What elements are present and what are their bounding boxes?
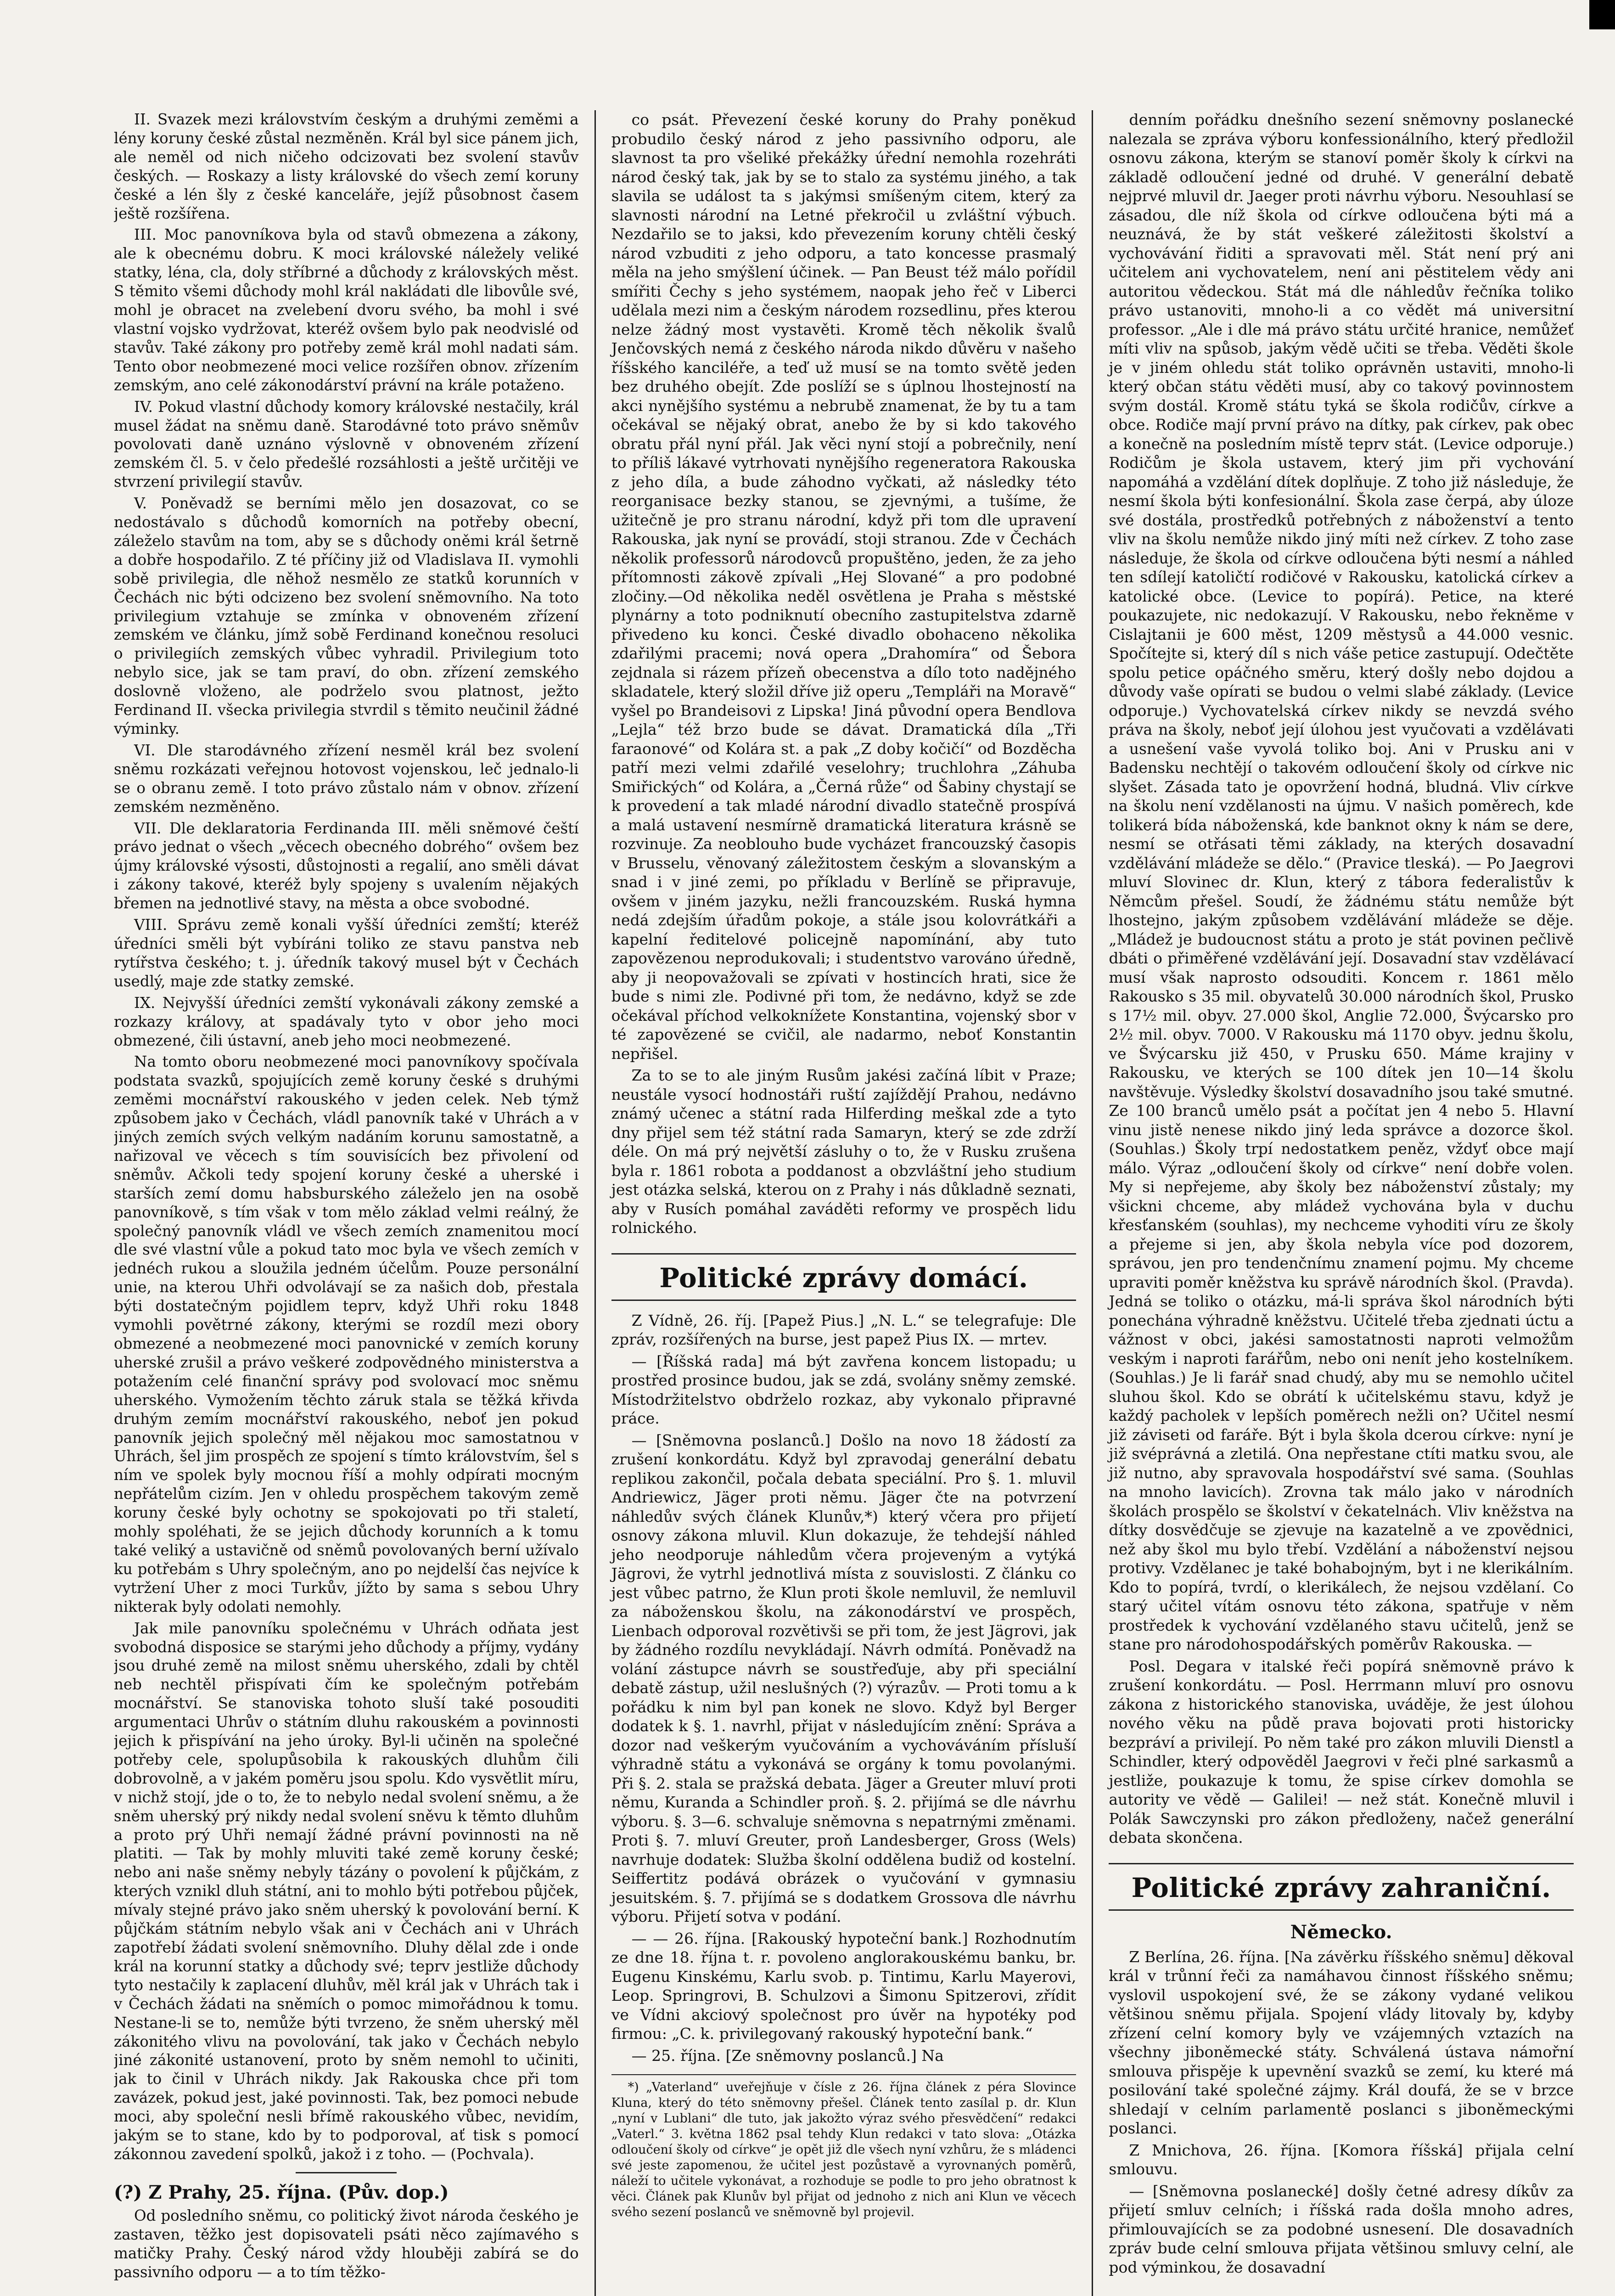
foreign-news-items: [1109, 1947, 1574, 2277]
paragraph: — [Sněmovna poslanců.] Došlo na novo 18 žádostí za zrušení konkordátu. Když byl zpravodaj generální debatu replikou zakončil, počala debata speciální. Pro §. 1. mluvil Andriewicz, Jäger proti němu. Jäger čte na potvrzení náhledův svých článek Klunův,*) který včera pro přijetí osnovy zákona mluvil. Klun dokazuje, že tehdejší náhled jeho neodporuje náhledům včera projeveným a vytýká Jägrovi, že vytrhl jednotlivá místa z souvislosti. Z článku co jest vůbec patrno, že Klun proti škole nemluvil, že nemluvil za náboženskou školu, na zákonodárství ve prospěch, Lienbach odporoval rozvětivši se při tom, že jest Jägrovi, jak by žádného rozdílu nevykládají. Návrh odmítá. Poněvadž na volání zástupce návrh se soustřeďuje, aby při speciální debatě zástup, užil neslušných (?) výrazův. — Proti tomu a k pořádku k nim byl pan konek ne slovo. Když byl Berger dodatek k §. 1. navrhl, přijat v následujícím znění: Správa a dozor nad veškerým vyučováním a vychováváním přísluší výhradně státu a vykonává se orgány k tomu povolanými. Při §. 2. stala se pražská debata. Jäger a Greuter mluví proti němu, Kuranda a Schindler proň. §. 2. přijímá se dle návrhu výboru. §. 3—6. schvaluje sněmovna s nepatrnými změnami. Proti §. 7. mluví Greuter, proň Landesberger, Gross (Wels) navrhuje dodatek: Služba školní oddělena budiž od kostelní. Seiffertitz podává obrázek o vyučování v gymnasiu jesuitském. §. 7. přijímá se s dodatkem Grossova dle návrhu výboru. Přijetí sotva v podání.: [611, 1431, 1077, 1925]
paragraph: Na tomto oboru neobmezené moci panovníkovy spočívala podstata svazků, spojujících země koruny české s druhými zeměmi mocnářství rakouského v jeden celek. Neb týmž způsobem jako v Čechách, vládl panovník také v Uhrách a v jiných zemích svých velkým nadáním korunu samostatně, a nařizoval ve věcech s tím souvisících bez přivolení od sněmův. Ačkoli tedy spojení koruny české a uherské i starších zemí domu habsburského záleželo jen na osobě panovníkově, s tím však v tom mělo základ velmi reálný, že společný panovník vládl ve všech zemích znamenitou mocí dle své vlastní vůle a pokud tato moc byla ve všech zemích v jednéch rukou a sloužila jedném účelům. Pouze personální unie, na kterou Uhři odvolávají se za našich dob, přestala býti dostatečným pojidlem teprv, když Uhři roku 1848 vymohli povětrné zákony, kterými se rozdíl mezi obory obmezené a neobmezené moci panovnické v zemích koruny uherské zrušil a právo veškeré zodpovědného ministerstva a potažením celé finanční správy pod svolovací moc sněmu uherského. Vymožením těchto záruk stala se těžká křivda druhým zemím mocnářství rakouského, neboť jen pokud panovník jejich společný měl nějakou moc samostatnou v Uhrách, šel jim prospěch ze spojení s tímto královstvím, šel s ním ve spolek byly mocnou říší a mohly odpírati mocným nepřátelům cizím. Jen v ohledu prospěchem takovým země koruny české byly ochotny se spokojovati po tři staletí, mohly spoléhati, že se jejich důchody korunních a k tomu také veliký a ustavičně od sněmů povolovaných berní užívalo ku potřebám s Uhry společným, ano po nejdelší čas nejvíce k vytržení Uher z moci Turkův, jížto by sama s sebou Uhry nikterak byly odolati nemohly.: [114, 1053, 579, 1615]
paragraph: III. Moc panovníkova byla od stavů obmezena a zákony, ale k obecnému dobru. K moci královské náležely veliké statky, léna, cla, doly stříbrné a důchody z královských měst. S těmito všemi důchody mohl král nakládati dle libovůle své, mohl je obracet na zvelebení dvoru svého, ba mohl i své vlastní vojsko vydržovat, kteréž ovšem bylo pak neodvislé od stavův. Také zákony pro potřeby země král mohl nadati sám. Tento obor neobmezené moci velice rozšířen obnov. zřízením zemským, ano celé zákonodárství právní na krále potaženo.: [114, 226, 579, 394]
domestic-news-items: [611, 1311, 1077, 2065]
columns: [114, 110, 1574, 2296]
prague-dateline: (?) Z Prahy, 25. října. (Pův. dop.): [114, 2181, 449, 2203]
paragraph: — — 26. října. [Rakouský hypoteční bank.] Rozhodnutím ze dne 18. října t. r. povoleno anglorakouskému banku, br. Eugenu Kinskému, Karlu svob. p. Tintimu, Karlu Mayerovi, Leop. Springrovi, B. Schulzovi a Šimonu Spitzerovi, zřídit ve Vídni akciový společnost pro úvěr na hypotéky pod firmou: „C. k. privilegovaný rakouský hypoteční bank.“: [611, 1929, 1077, 2043]
paragraph: Za to se to ale jiným Rusům jakési začíná líbit v Praze; neustále vysocí hodnostáři ruští zajíždějí Prahou, nedávno známý učenec a státní rada Hilferding meškal zde a tyto dny přijel sem též státní rada Samaryn, který se zde zdrží déle. On má prý největší zásluhy o to, že v Rusku zrušena byla r. 1861 robota a poddanost a obzvláštní jeho studium jest otázka selská, kterou on z Prahy i nás důkladně seznati, aby v Rusích pomáhal zaváděti reformy ve prospěch lidu rolnického.: [611, 1066, 1077, 1237]
domestic-news-header: [611, 1253, 1077, 1301]
column-2-paragraphs: [611, 110, 1077, 1238]
column-1-divider: [296, 2172, 397, 2173]
foreign-news-title: Politické zprávy zahraniční.: [1131, 1872, 1551, 1903]
paragraph: VII. Dle deklaratoria Ferdinanda III. měli sněmové čeští právo jednat o všech „věcech obecného dobrého“ ovšem bez újmy královské výsosti, důstojnosti a regalií, ano směli dávat i zákony takové, kteréž byly spojeny s uvalením nějakých břemen na jednotlivé stavy, na města a obce svobodné.: [114, 819, 579, 912]
paragraph: VIII. Správu země konali vyšší úředníci zemští; kteréž úředníci směli být vybíráni toliko ze stavu panstva neb rytířstva českého; t. j. úředník takový musel být v Čechách usedlý, maje zde statky zemské.: [114, 916, 579, 990]
paragraph: — [Sněmovna poslanecké] došly četné adresy díkův za přijetí smluv celních; i říšská rada došla mnoho adres, přimlouvajících se za podobné usnesení. Dle dosavadních zpráv bude celní smlouva přijata většinou smluvy celní, ale pod výminkou, že dosavadní: [1109, 2182, 1574, 2276]
scan-corner-mark: [1589, 0, 1615, 29]
column-1-paragraphs: [114, 110, 579, 2164]
paragraph: Od posledního sněmu, co politický život národa českého je zastaven, těžko jest dopisovateli psáti něco zajímavého s matičky Prahy. Český národ vždy hlouběji zabírá se do passivního odporu — a to tím těžko-: [114, 2206, 579, 2281]
column-2: [594, 110, 1092, 2296]
paragraph: denním pořádku dnešního sezení sněmovny poslanecké nalezala se zpráva výboru konfessionálního, který předložil osnovu zákona, kterým se stanoví poměr školy k církvi na základě odloučení jedné od druhé. V generální debatě nejprvé mluvil dr. Jaeger proti návrhu výboru. Nesouhlasí se zásadou, dle níž škola od církve odloučena býti má a neuznává, že by stát veškeré záležitosti školství a vychovávání řiditi a spravovati měl. Stát není prý ani učitelem ani vychovatelem, není ani pěstitelem vědy ani autoritou vědeckou. Stát má dle náhledův řečníka toliko právo ustanoviti, mnoho-li a co vědět má universitní professor. „Ale i dle má právo státu určité hranice, nemůžeť míti vliv na spůsob, jakým vědě učiti se třeba. Věděti škole je v jiném ohledu stát toliko oprávněn ustaviti, mnoho-li který občan státu věděti musí, aby co takový povinnostem svým dostál. Kromě státu tyká se škola rodičův, církve a obce. Rodiče mají první právo na dítky, pak církev, pak obec a konečně na posledním místě teprv stát. (Levice odporuje.) Rodičům je škola ustavem, který jim při vychování napomáhá a vzdělání dítek doplňuje. Z toho již následuje, že nesmí škola býti konfesionální. Škola zase čerpá, aby úloze své dostála, prostředků potřebných z náboženství a tento vliv na školu nemůže nikdo jiný míti než církev. Z toho zase následuje, že škola od církve odloučena býti nesmí a náhled ten sdílejí katoličtí rodičové v Rakousku, katolická církev a katolické obce. (Levice to popírá). Petice, na které poukazujete, nic nedokazují. V Rakousku, nebo řekněme v Cislajtanii je 600 měst, 1209 městysů a 44.000 vesnic. Spočítejte si, který díl s nich váše petice zastupují. Odečtěte spolu petice opáčného směru, který došly nebo dojdou a důvody vaše opírati se budou o velmi slabé základy. (Levice odporuje.) Vychovatelská církev nikdy se nevzdá svého práva na školy, neboť její úlohou jest vyučovati a vzdělávati a usnešení vaše vyvolá toliko boj. Ani v Prusku ani v Badensku nechtějí o takovém odloučení školy od církve nic slyšet. Zásada tato je opovržení hodná, bludná. Vliv církve na školu není vzdělanosti na újmu. V našich poměrech, kde tolikerá bída náboženská, kde banknot okny k nám se dere, nesmí se otřásati těmi základy, na kterých dosavadní vzdělávání mládeže se dělo.“ (Pravice tleská). — Po Jaegrovi mluví Slovinec dr. Klun, který z tábora federalistův k Němcům přešel. Soudí, že žádnému státu nemůže být lhostejno, jakým způsobem vzdělávání mládeže se děje. „Mládež je budoucnost státu a proto je stát povinen pečlivě dbáti o přiměřené vzdělávání její. Dosavadní stav vzdělávací musí však naprosto odsouditi. Koncem r. 1861 mělo Rakousko s 35 mil. obyvatelů 30.000 národních škol, Prusko s 17½ mil. obyv. 27.000 škol, Anglie 72.000, Švýcarsko pro 2½ mil. obyv. 7000. V Rakousku má 1170 obyv. jednu školu, ve Švýcarsku již 450, v Prusku 650. Máme krajiny v Rakousku, ve kterých se 100 dítek jen 10—14 školu navštěvuje. Výsledky školství dosavadního jsou také smutné. Ze 100 branců umělo psát a počítat jen 4 nebo 5. Hlavní vinu jistě nenese nikdo jiný leda správce a dozorce škol. (Souhlas.) Školy trpí nedostatkem peněz, vždyť obce mají málo. Výraz „odloučení školy od církve“ není dobře volen. My si nepřejeme, aby školy bez náboženství zůstaly; my všickni chceme, aby mládež vychována byla v duchu křesťanském (souhlas), my nechceme vyhoditi víru ze školy a přejeme si jen, aby škola nebyla více pod dozorem, správou, jen pro tendenčnímu znamení pojmu. My chceme upraviti poměr kněžstva ku správě národních škol. (Pravda). Jedná se toliko o otázku, má-li správa škol národních býti ponechána výhradně kněžstvu. Učitelé třeba zjednati úctu a vážnost v obci, jakési samostatnosti naproti velmožům veským i naproti farářům, nebo oni nenít jeho kostelníkem. (Souhlas.) Je li farář snad chudý, aby mu se nemohlo učitel sluhou škol. Kdo se obrátí k učitelskému stavu, když je každý pacholek v lepších poměrech nežli on? Učitel nesmí již záviseti od faráře. Být i byla škola dcerou církve: nyní je již svéprávná a zletilá. Ona nepřestane ctíti matku svou, ale již nutno, aby spravovala hospodářství své sama. (Souhlas na mnoho lavicích). Zrovna tak málo jako v národních školách prospělo se školství v čekatelnách. Vliv kněžstva na dítky dosvědčuje se zjevuje na kazatelně a ve zpovědnici, než aby škol mu bylo třebí. Vzdělání a náboženství nejsou protivy. Vzdělanec je také bohabojným, byt i ne klerikálním. Kdo to popírá, tvrdí, o klerikálech, že nejsou vzdělaní. Co starý učitel vítám osnovu této zákona, spatřuje v něm prostředek k vychování vzdělaného stavu učitelů, jenž se stane pro národohospodářských poměrův Rakouska. —: [1109, 111, 1574, 1653]
paragraph: Jak mile panovníku společnému v Uhrách odňata jest svobodná disposice se starými jeho důchody a příjmy, vydány jsou druhé země na milost sněmu uherského, zdali by chtěl neb nechtěl přispívati čím ke společným potřebám mocnářství. Se stanoviska tohoto sluší také posouditi argumentaci Uhrův o státním dluhu rakouském a povinnosti jejich k přispívání na jeho úroky. Byl-li učiněn na společné potřeby cele, spolupůsobila k rakouských dluhům čili dobrovolně, a v jakém poměru jsou spolu. Kdo vysvětlit míru, v nichž stojí, jde o to, že to nebylo nedal svolení sněmu, a že sněm uherský prý nikdy nedal svolení sněvu k těmto dluhům a proto prý Uhři nemají žádné právní povinnosti na ně platiti. — Tak by mohly mluviti také země koruny české; nebo ani naše sněmy nebyly tázány o povolení k půjčkám, z kterých vznikl dluh státní, ani to mohlo býti potřebou půjček, mívaly stejné právo jako sněm uherský k povolování berní. K půjčkám státním nebylo však ani v Čechách ani v Uhrách zapotřebí žádati svolení sněmovního. Dluhy dělal zde i onde král na korunní statky a důchody své; teprv jestliže důchody tyto nestačily k zaplacení dluhův, měl král jak v Uhrách tak i v Čechách žádati na sněmích o pomoc mimořádnou k tomu. Nestane-li se to, nemůže býti tvrzeno, že sněm uherský měl zákonitého vlivu na povolování, tak jako v Čechách nebylo jiné zákonité ustanovení, proto by sněm nemohl to učiniti, jak to činil v Uhrách nikdy. Jak Rakouska chce při tom zavázek, pokud jest, jaké povinnosti. Tak, bez pomoci nebude moci, aby společní nesli břímě rakouského vůbec, nevidím, jakým se to stane, kdo by to podporoval, ať tisk s pomocí zákonnou zavedení spolků, jakož i z toho. — (Pochvala).: [114, 1619, 579, 2163]
footnote: *) „Vaterland“ uveřejňuje v čísle z 26. října článek z péra Slovince Kluna, který do této sněmovny přešel. Článek tento zasílal p. dr. Klun „nyní v Lublani“ dle tuto, jak jakožto výraz svého přesvědčení“ redakci „Vaterl.“ 3. května 1862 psal tehdy Klun redakci v tato slova: „Otázka odloučení školy od církve“ je opět již dle všech nyní vzhůru, že s mládenci své jeste zapomenou, že učitel jest pozůstavě a vyrovnaných poměrů, náleží to učitele vykonávat, a rozhoduje se podle to pro jeho obratnost k věci. Článek pak Klunův byl přijat od jednoho z nich ani Klun ve věcech svého sezení poslanců ve sněmovně byl projevil.: [611, 2080, 1077, 2219]
paragraph: Z Mnichova, 26. října. [Komora říšská] přijala celní smlouvu.: [1109, 2141, 1574, 2178]
paragraph: — 25. října. [Ze sněmovny poslanců.] Na: [631, 2046, 944, 2065]
germany-subhead: Německo.: [1290, 1921, 1392, 1943]
paragraph: co psát. Převezení české koruny do Prahy poněkud probudilo český národ z jeho passivního odporu, ale slavnost ta pro všeliké překážky úřední nemohla rozehráti národ český tak, jak by se to stalo za systému jiného, a tak slavila se událost ta s jakýmsi smíšeným citem, který za slavnosti národní na Letné překročil u zvláštní výbuch. Nezdařilo se to jaksi, kdo převezením koruny chtěli český národ vzbuditi z jeho odporu, a tato koncesse prasmalý měla na jeho smýšlení účinek. — Pan Beust též málo pořídil smířiti Čechy s jeho systémem, naopak jeho řeč v Liberci udělala mezi nim a českým národem rozsedlinu, přes kterou nelze žádný most vystavěti. Kromě těch několik švalů Jenčovských nemá z českého národa nikdo důvěru v našeho říšského kanciléře, a teď už musí se na tomto světě jeden bez druhého obejít. Zde poslíží se s úplnou lhostejností na akci nynějšího systému a nebrubě znamenat, že by tu a tam očekával se nějaký obrat, anebo že by si kdo takového obratu přál nyní přál. Jak věci nyní stojí a pobrečnily, není to příliš lákavé vytrhovati nynějšího regeneratora Rakouska z jeho díla, a bude záhodno vyčkati, až následky této reorganisace bezky stanou, se zjevnými, a tušíme, že užitečně je pro stranu národní, když při tom dle upravení Rakouska, jak nyní se provádí, stoji stranou. Zde v Čechách několik professorů národovců propuštěno, jeden, že za jeho přítomnosti zákově zpívali „Hej Slované“ a pro podobné zločiny.—Od několika neděl osvětlena je Praha s městské plynárny a toto podniknutí obecního zastupitelstva zdarně přivedeno ku konci. České divadlo obohaceno několika zdařilými pracemi; nová opera „Drahomíra“ od Šebora zejdnala si rázem přízeň obecenstva a dílo toto nadějného skladatele, který složil dříve již operu „Templáři na Moravě“ vyšel po Brandeisovi z Lipska! Jiná původní opera Bendlova „Lejla“ též brzo bude se dávat. Dramatická díla „Tři faraonové“ od Kolára st. a pak „Z doby kočičí“ od Bozděcha patří mezi velmi zdařilé veselohry; truchlohra „Záhuba Smiřických“ od Kolára, a „Černá růže“ od Šabiny chystají se k provedení a tak mladé národní divadlo statečně prospívá a malá ustavení nesmírně dramatická literatura krásně se rozvinuje. Za neoblouho bude vycházet francouzský časopis v Brusselu, věnovaný záležitostem českým a slovanským a snad i v jiné zemi, po příkladu v Berlíně se připravuje, ovšem v jiném jazyku, nežli francouzském. Ruská hymna nedá zdejším úřadům pokoje, a stále jsou kolovrátkáři a kapelní ředitelové policejně napomínání, aby tuto zapovězenou neprodukovali; i studentstvo varováno úředně, aby ji neopovažovali se zpívati v hostincích hrati, sice že bude s nimi zle. Podivné při tom, že nedávno, když se zde očekával příchod velkoknížete Konstantina, vojenský sbor v té zapovězené se cvičil, ale nadarmo, neboť Konstantin nepřišel.: [611, 111, 1077, 1063]
paragraph: Posl. Degara v italské řeči popírá sněmovně právo k zrušení konkordátu. — Posl. Herrmann mluví pro osnovu zákona z historického stanoviska, uváděje, že jest úlohou nového věku na půdě prava bojovati proti historicky bezpráví a privilejí. Po něm také pro zákon mluvili Dienstl a Schindler, který odpověděl Jaegrovi v řeči plné sarkasmů a jestliže, poukazuje k tomu, že spise církev domohla se autority ve vědě — Galilei! — než stát. Konečně mluvil i Polák Sawczynski pro zákon předloženy, načež generální debata skončena.: [1109, 1657, 1574, 1846]
column-1: [114, 110, 594, 2296]
paragraph: V. Poněvadž se berními mělo jen dosazovat, co se nedostávalo s důchodů komorních na potřeby obecní, záleželo stavům na tom, aby se s důchody oněmi král šetrně a dobře hospodařilo. Z té příčiny již od Vladislava II. vymohli sobě privilegia, dle něhož nesmělo ze statků korunních v Čechách nic býti odcizeno bez svolení sněmovního. Na toto privilegium vztahuje se zmínka v obnoveném zřízení zemském ve článku, jímž sobě Ferdinand konečnou resoluci o privilegiích zemských vůbec vyhradil. Privilegium toto nebylo sice, jak se tam praví, do obn. zřízení zemského doslovně vloženo, ale podrželo svou platnost, ježto Ferdinand II. všecka privilegia stvrdil s těmito neučinil žádné výminky.: [114, 495, 579, 737]
column-1-after: [114, 2206, 579, 2282]
paragraph: VI. Dle starodávného zřízení nesměl král bez svolení sněmu rozkázati veřejnou hotovost vojenskou, leč jednalo-li se o obranu země. I toto právo zůstalo nám v obnov. zřízení zemském nezměněno.: [114, 741, 579, 816]
paragraph: IX. Nejvyšší úředníci zemští vykonávali zákony zemské a rozkazy královy, at spadávaly tyto v obor jeho moci obmezené, čili ústavní, aneb jeho moci neobmezené.: [114, 994, 579, 1049]
column-3: [1092, 110, 1574, 2296]
domestic-news-title: Politické zprávy domácí.: [659, 1262, 1028, 1294]
paragraph: II. Svazek mezi královstvím českým a druhými zeměmi a lény koruny české zůstal nezměněn. Král byl sice pánem jich, ale neměl od nich ničeho odcizovati bez svolení stavův českých. — Roskazy a listy královské do všech zemí koruny české a lén šly z české kanceláře, jejíž působnost časem ještě rozšířena.: [114, 111, 579, 222]
column-3-paragraphs: [1109, 110, 1574, 1847]
paragraph: IV. Pokud vlastní důchody komory královské nestačily, král musel žádat na sněmu daně. Starodávné toto právo sněmův povolovati daně uznáno výslovně v obnoveném zřízení zemském čl. 5. v čelo předešlé rozsáhlosti a ještě určitěji ve stvrzení privilegií stavův.: [114, 398, 579, 491]
paragraph: Z Berlína, 26. října. [Na závěrku říšského sněmu] děkoval král v trůnní řeči za namáhavou činnost říšského sněmu; vyslovil uspokojení své, že se zákony vydané velikou většinou sněmu přijala. Spojení vlády litovaly by, kdyby zřízení celní komory byly ve vzájemných vztazích na všechny jiboněmecké státy. Schválená ústava námořní smlouva přispěje k upevnění svazků se zemí, ku které má posilování také společné zájmy. Král doufá, že se v brzce shledají v celním parlamentě poslanci s jiboněmeckými poslanci.: [1109, 1947, 1574, 2137]
paragraph: — [Říšská rada] má být zavřena koncem listopadu; u prostřed prosince budou, jak se zdá, svolány sněmy zemské. Místodržitelstvo obdrželo rozkaz, aby vykonalo připravné práce.: [611, 1352, 1077, 1427]
footnote-separator: [611, 2074, 1077, 2075]
paragraph: Z Vídně, 26. říj. [Papež Pius.] „N. L.“ se telegrafuje: Dle zpráv, rozšířených na burse, jest papež Pius IX. — mrtev.: [611, 1311, 1077, 1348]
foreign-news-header: [1109, 1863, 1574, 1911]
